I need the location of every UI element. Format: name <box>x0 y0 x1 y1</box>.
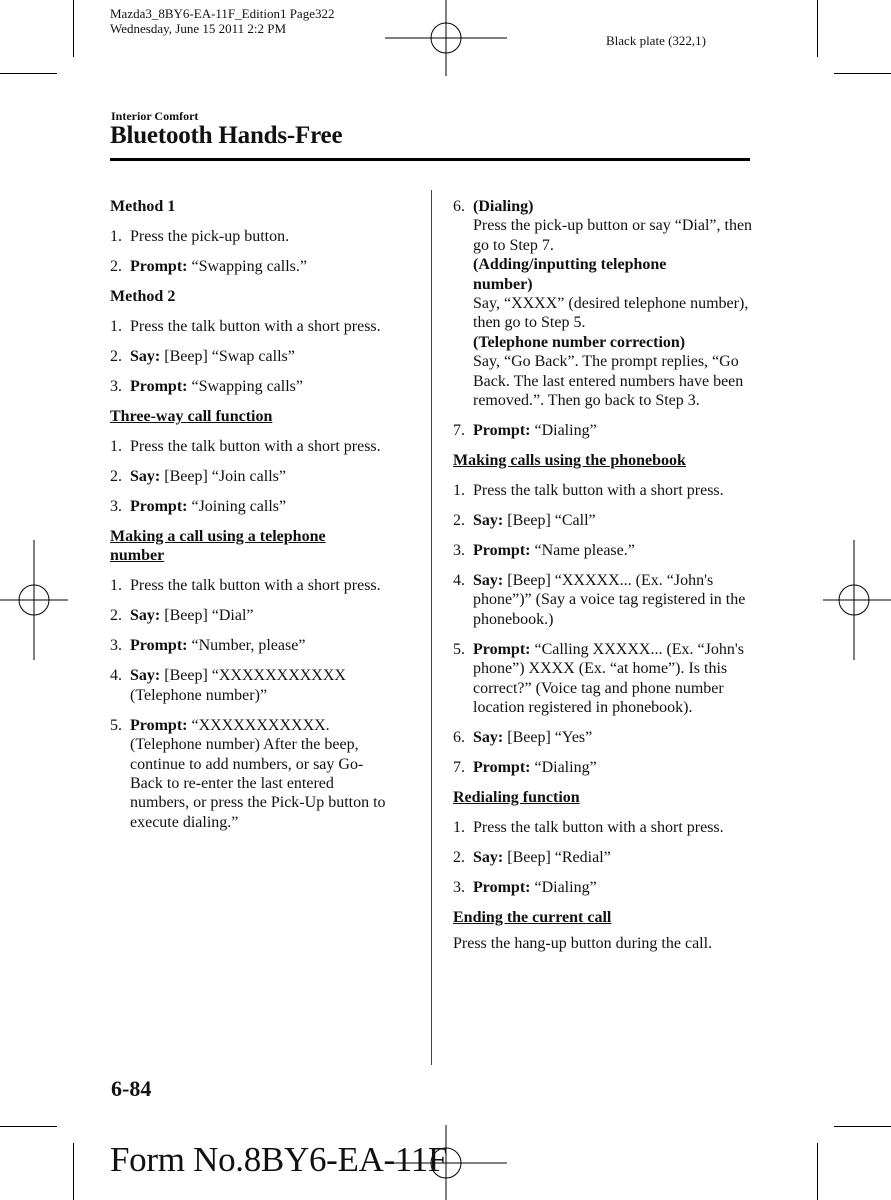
list-item: 2. Say: [Beep] “Swap calls” <box>110 348 295 365</box>
file-info <box>110 6 334 36</box>
title-rule <box>110 158 750 161</box>
form-number: Form No.8BY6-EA-11F <box>110 1140 448 1179</box>
list-item: 1. Press the talk button with a short press. <box>453 482 724 500</box>
list-item: 3. Prompt: “Name please.” <box>453 542 635 560</box>
list-item: 2. Say: [Beep] “Dial” <box>110 607 254 625</box>
redial-heading: Redialing function <box>453 789 580 807</box>
list-item: 5. Prompt: “Calling XXXXX... (Ex. “John's phone”) XXXX (Ex. “at home”). Is this correct?” (Voice tag and phone number location registered in phonebook). <box>453 640 744 717</box>
list-item: 2. Prompt: “Swapping calls.” <box>110 258 307 275</box>
left-column <box>110 197 415 843</box>
list-item: 4. Say: [Beep] “XXXXX... (Ex. “John's phone”)” (Say a voice tag registered in the phonebook.) <box>453 572 746 628</box>
crop-mark-tl-v <box>73 0 74 57</box>
list-item: 3. Prompt: “Number, please” <box>110 637 306 655</box>
method2-heading: Method 2 <box>110 288 176 305</box>
list-item: 5. Prompt: “XXXXXXXXXXX. (Telephone number) After the beep, continue to add numbers, or say Go-Back to re-enter the last entered numbers, or press the Pick-Up button to execute dialing.” <box>110 716 386 831</box>
list-item: 7. Prompt: “Dialing” <box>453 422 597 440</box>
list-item: 1. Press the talk button with a short press. <box>110 318 381 335</box>
registration-mark-left-icon <box>0 540 68 660</box>
crop-mark-tr-v <box>817 0 818 57</box>
list-item: 3. Prompt: “Joining calls” <box>110 498 287 515</box>
list-item: 2. Say: [Beep] “Call” <box>453 512 596 530</box>
list-item: 1. Press the pick-up button. <box>110 228 290 245</box>
list-item: 4. Say: [Beep] “XXXXXXXXXXX (Telephone number)” <box>110 667 346 704</box>
right-column <box>453 197 753 964</box>
file-info-line2: Wednesday, June 15 2011 2:2 PM <box>110 21 287 36</box>
crop-mark-tl-h <box>0 73 57 74</box>
phonebook-heading: Making calls using the phonebook <box>453 452 686 470</box>
plate-label: Black plate (322,1) <box>606 33 706 48</box>
threeway-heading: Three-way call function <box>110 408 273 425</box>
list-item: 1. Press the talk button with a short press. <box>453 819 724 837</box>
registration-mark-top-icon <box>385 0 507 76</box>
file-info-line1: Mazda3_8BY6-EA-11F_Edition1 Page322 <box>110 6 335 21</box>
page-title: Bluetooth Hands-Free <box>110 122 343 149</box>
ending-call-heading: Ending the current call <box>453 909 612 927</box>
list-item: 1. Press the talk button with a short press. <box>110 438 381 455</box>
crop-mark-bl-h <box>0 1126 57 1127</box>
crop-mark-tr-h <box>834 73 891 74</box>
list-item: 7. Prompt: “Dialing” <box>453 759 597 777</box>
list-item: 2. Say: [Beep] “Join calls” <box>110 468 286 485</box>
page-number: 6-84 <box>111 1076 152 1101</box>
list-item: 3. Prompt: “Dialing” <box>453 879 597 897</box>
method1-heading: Method 1 <box>110 198 176 215</box>
making-call-heading: Making a call using a telephone number <box>110 528 326 565</box>
list-item: 1. Press the talk button with a short press. <box>110 577 381 595</box>
crop-mark-br-v <box>817 1143 818 1200</box>
column-divider <box>431 190 432 1065</box>
crop-mark-bl-v <box>73 1143 74 1200</box>
list-item: 6. (Dialing) Press the pick-up button or say “Dial”, then go to Step 7. (Adding/inputting telephone number) Say, “XXXX” (desired telephone number), then go to Step 5. (Telephone number correction) Say, “Go Back”. The prompt replies, “Go Back. The last entered numbers have been removed.”. Then go back to Step 3. <box>453 198 753 410</box>
list-item: 6. Say: [Beep] “Yes” <box>453 729 593 747</box>
ending-call-text: Press the hang-up button during the call. <box>453 934 713 952</box>
registration-mark-right-icon <box>823 540 891 660</box>
list-item: 3. Prompt: “Swapping calls” <box>110 378 303 395</box>
crop-mark-br-h <box>834 1126 891 1127</box>
list-item: 2. Say: [Beep] “Redial” <box>453 849 611 867</box>
section-label: Interior Comfort <box>111 109 199 123</box>
